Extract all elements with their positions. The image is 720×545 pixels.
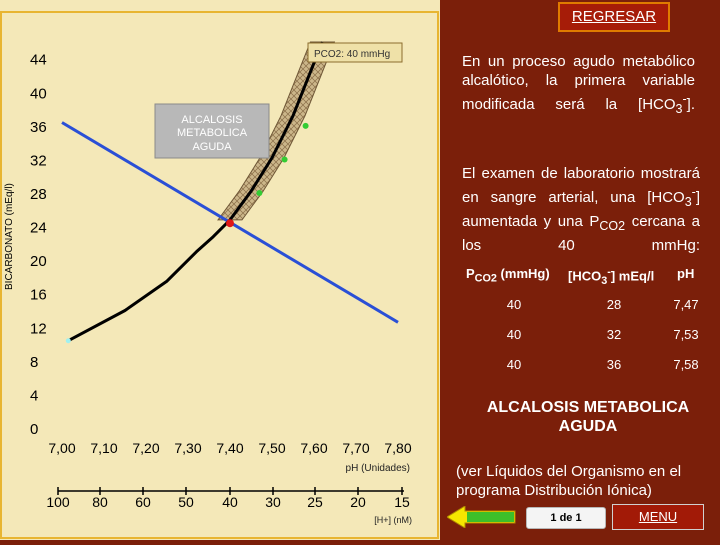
y-tick-label: 24	[30, 219, 47, 237]
menu-button[interactable]: MENU	[612, 504, 704, 530]
cell-r1-pco2: 40	[506, 297, 522, 312]
x-tick-label: 7,00	[48, 440, 76, 456]
x2-tick-label: 80	[92, 494, 108, 510]
normal-point	[226, 219, 234, 227]
regresar-button[interactable]: REGRESAR	[558, 2, 670, 32]
cell-r3-ph: 7,58	[673, 357, 699, 372]
y-tick-label: 40	[30, 85, 47, 103]
zone-label-box	[155, 104, 269, 158]
cell-r3-hco3: 36	[606, 357, 622, 372]
cell-r2-pco2: 40	[506, 327, 522, 342]
x2-tick-label: 30	[265, 494, 281, 510]
x2-tick-label: 100	[46, 494, 70, 510]
x-tick-label: 7,60	[300, 440, 328, 456]
exam-paragraph: El examen de laboratorio mostrará en sangre arterial, una $[HCO_3^-]$ aumentada y una $P_{CO2}$ cercana a los 40 mmHg:	[462, 165, 700, 254]
x-tick-label: 7,50	[258, 440, 286, 456]
back-arrow-button[interactable]	[447, 506, 517, 528]
x-axis-label: pH (Unidades)	[345, 463, 410, 474]
y-tick-label: 4	[30, 387, 39, 405]
zone-label-line1: ALCALOSIS	[181, 114, 243, 126]
x2-tick-label: 25	[307, 494, 323, 510]
cell-r1-hco3: 28	[606, 297, 622, 312]
cell-r2-ph: 7,53	[673, 327, 699, 342]
cell-r2-hco3: 32	[606, 327, 622, 342]
th-ph: pH	[677, 266, 695, 281]
alkalosis-point	[256, 190, 262, 196]
y-tick-label: 0	[30, 421, 39, 438]
page-indicator: 1 de 1	[526, 507, 606, 529]
y-tick-label: 8	[30, 353, 39, 371]
y-tick-label: 36	[30, 118, 47, 136]
y-tick-label: 44	[30, 51, 47, 69]
th-hco3: $[HCO_3^-]$ mEq/l	[568, 266, 655, 287]
cell-r1-ph: 7,47	[673, 297, 699, 312]
alkalosis-point	[303, 123, 309, 129]
alkalosis-point	[282, 156, 288, 162]
y-axis-label: BICARBONATO (mEq/l)	[4, 183, 15, 290]
x-tick-label: 7,30	[174, 440, 202, 456]
th-pco2: $P_{CO2}$ (mmHg)	[466, 266, 550, 285]
y-tick-label: 20	[30, 253, 47, 271]
arrow-left-icon	[447, 506, 517, 528]
section-title: ALCALOSIS METABOLICA AGUDA	[486, 399, 690, 435]
x2-axis-label: [H+] (nM)	[374, 515, 412, 525]
x-tick-label: 7,10	[90, 440, 118, 456]
curve-start-marker	[66, 338, 71, 343]
zone-label-line2: METABOLICA	[176, 127, 248, 139]
intro-paragraph: En un proceso agudo metabólico alcalótico, la primera variable modificada será la $[HCO_3^-]$.	[462, 53, 695, 116]
x-tick-label: 7,70	[342, 440, 370, 456]
y-tick-label: 32	[30, 152, 47, 170]
x2-tick-label: 50	[178, 494, 194, 510]
x2-tick-label: 40	[222, 494, 238, 510]
x2-tick-label: 60	[135, 494, 151, 510]
y-tick-label: 12	[30, 320, 47, 338]
cell-r3-pco2: 40	[506, 357, 522, 372]
isobar-label-box	[308, 43, 402, 62]
y-tick-label: 28	[30, 186, 47, 204]
x2-tick-label: 20	[350, 494, 366, 510]
x-tick-label: 7,20	[132, 440, 160, 456]
x-tick-label: 7,40	[216, 440, 244, 456]
x-tick-label: 7,80	[384, 440, 412, 456]
x2-tick-label: 15	[394, 494, 410, 510]
y-tick-label: 16	[30, 286, 47, 304]
isobar-label: PCO2: 40 mmHg	[314, 49, 391, 60]
reference-note: (ver Líquidos del Organismo en el programa Distribución Iónica)	[456, 463, 682, 499]
zone-label-line3: AGUDA	[192, 141, 232, 153]
